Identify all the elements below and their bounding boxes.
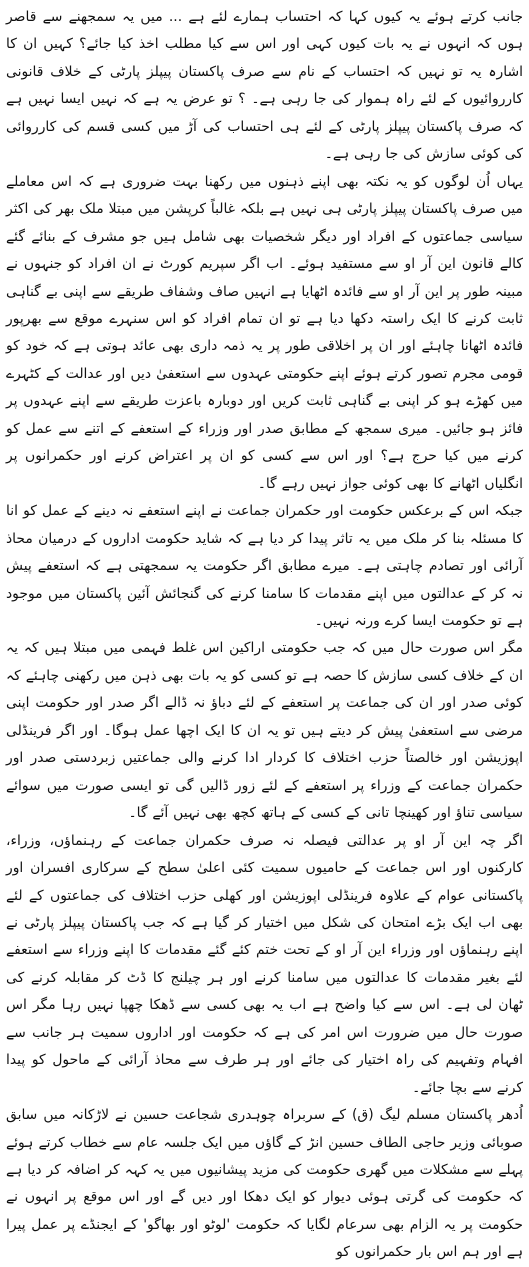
paragraph: یہاں اُن لوگوں کو یہ نکتہ بھی اپنے ذہنوں میں رکھنا بہت ضروری ہے کہ اس معاملے میں صرف پاکستان پیپلز پارٹی ہی نہیں ہے بلکہ غالباً کرپشن میں مبتلا ملک بھر کی اکثر سیاسی جماعتوں کے افراد اور دیگر شخصیات بھی شامل ہیں جو مشرف کے بنائے گئے کالے قانون این آر او سے مستفید ہوئے۔ اب اگر سپریم کورٹ نے ان افراد کو جنہوں نے مبینہ طور پر این آر او سے فائدہ اٹھایا ہے انہیں صاف وشفاف طریقے سے اپنی بے گناہی ثابت کرنے کا ایک راستہ دکھا دیا ہے تو ان تمام افراد کو اس سنہرے موقع سے بھرپور فائدہ اٹھانا چاہئے اور ان پر اخلاقی طور پر یہ ذمہ داری بھی عائد ہوتی ہے کہ خود کو قومی مجرم تصور کرتے ہوئے اپنے حکومتی عہدوں سے استعفیٰ دیں اور عدالت کے کٹہرے میں کھڑے ہو کر اپنی بے گناہی ثابت کریں اور دوبارہ باعزت طریقے سے اپنے عہدوں پر فائز ہو جائیں۔ میری سمجھ کے مطابق صدر اور وزراء کے استعفے کے اتنے سے عمل کو کرنے میں کیا حرج ہے؟ اور اس سے کسی کو ان پر اعتراض کرنے اور حکمرانوں پر انگلیاں اٹھانے کا بھی کوئی جواز نہیں رہے گا۔: [6, 173, 523, 492]
article-column: [6, 4, 523, 1261]
paragraph: مگر اس صورت حال میں کہ جب حکومتی اراکین اس غلط فہمی میں مبتلا ہیں کہ یہ ان کے خلاف کسی سازش کا حصہ ہے تو کسی کو یہ بات بھی ذہن میں رکھنی چاہئے کہ کوئی صدر اور ان کی جماعت پر استعفے کے لئے دباؤ نہ ڈالے اگر صدر اور حکومت اپنی مرضی سے استعفیٰ پیش کر دیتے ہیں تو یہ ان کا ایک اچھا عمل ہوگا۔ اور اگر فرینڈلی اپوزیشن اور خالصتاً حزب اختلاف کا کردار ادا کرنے والی جماعتیں زبردستی صدر اور حکمران جماعت کے وزراء پر استعفے کے لئے زور ڈالیں گی تو ایسی صورت میں سوائے سیاسی تناؤ اور کھینچا تانی کے کسی کے ہاتھ کچھ بھی نہیں آئے گا۔: [6, 640, 523, 822]
paragraph: جبکہ اس کے برعکس حکومت اور حکمران جماعت نے اپنے استعفے نہ دینے کے عمل کو انا کا مسئلہ بنا کر ملک میں یہ تاثر پیدا کر دیا ہے کہ شاید حکومت اداروں کے درمیان محاذ آرائی اور تصادم چاہتی ہے۔ میرے مطابق اگر حکومت یہ سمجھتی ہے کہ استعفے پیش نہ کر کے عدالتوں میں اپنے مقدمات کا سامنا کرنے کی گنجائش آئین پاکستان میں موجود ہے تو حکومت ایسا کرے ورنہ نہیں۔: [6, 503, 523, 629]
paragraph: اُدھر پاکستان مسلم لیگ (ق) کے سربراہ چوہدری شجاعت حسین نے لاڑکانہ میں سابق صوبائی وزیر حاجی الطاف حسین انڑ کے گاؤں میں ایک جلسہ عام سے خطاب کرتے ہوئے پہلے سے مشکلات میں گھری حکومت کی مزید پیشانیوں میں یہ کہہ کر اضافہ کر دیا ہے کہ حکومت کی گرتی ہوئی دیوار کو ایک دھکا اور دیں گے اور اس موقع پر انہوں نے حکومت پر یہ الزام بھی سرعام لگایا کہ حکومت 'لوٹو اور بھاگو' کے ایجنڈے پر عمل پیرا ہے اور ہم اس بار حکمرانوں کو: [6, 1107, 523, 1261]
paragraph: جانب کرتے ہوئے یہ کیوں کہا کہ احتساب ہمارے لئے ہے ... میں یہ سمجھنے سے قاصر ہوں کہ انہوں نے یہ بات کیوں کہی اور اس سے کیا مطلب اخذ کیا جائے؟ کہیں ان کا اشارہ یہ تو نہیں کہ احتساب کے نام سے صرف پاکستان پیپلز پارٹی کے خلاف قانونی کارروائیوں کے لئے راہ ہموار کی جا رہی ہے۔ ؟ تو عرض یہ ہے کہ نہیں ایسا نہیں ہے کہ صرف پاکستان پیپلز پارٹی کے لئے ہی احتساب کی آڑ میں کسی قسم کی کارروائی کی کوئی سازش کی جا رہی ہے۔: [6, 9, 523, 163]
paragraph: اگر چہ این آر او پر عدالتی فیصلہ نہ صرف حکمران جماعت کے رہنماؤں، وزراء، کارکنوں اور اس جماعت کے حامیوں سمیت کئی اعلیٰ سطح کے سرکاری افسران اور پاکستانی عوام کے علاوہ فرینڈلی اپوزیشن اور کھلی حزب اختلاف کی جماعتوں کے لئے بھی اب ایک بڑے امتحان کی شکل میں اختیار کر گیا ہے کہ جب پاکستان پیپلز پارٹی نے اپنے رہنماؤں اور وزراء این آر او کے تحت ختم کئے گئے مقدمات کا اپنے وزراء سے استعفے لئے بغیر مقدمات کا عدالتوں میں سامنا کرنے اور ہر چیلنج کا ڈٹ کر مقابلہ کرنے کی ٹھان لی ہے۔ اس سے کیا واضح ہے اب یہ بھی کسی سے ڈھکا چھپا نہیں رہا مگر اس صورت حال میں ضرورت اس امر کی ہے کہ حکومت اور اداروں سمیت ہر جانب سے افہام وتفہیم کی راہ اختیار کی جائے اور ہر طرف سے محاذ آرائی کے ماحول کو پیدا کرنے سے بچا جائے۔: [6, 832, 523, 1096]
